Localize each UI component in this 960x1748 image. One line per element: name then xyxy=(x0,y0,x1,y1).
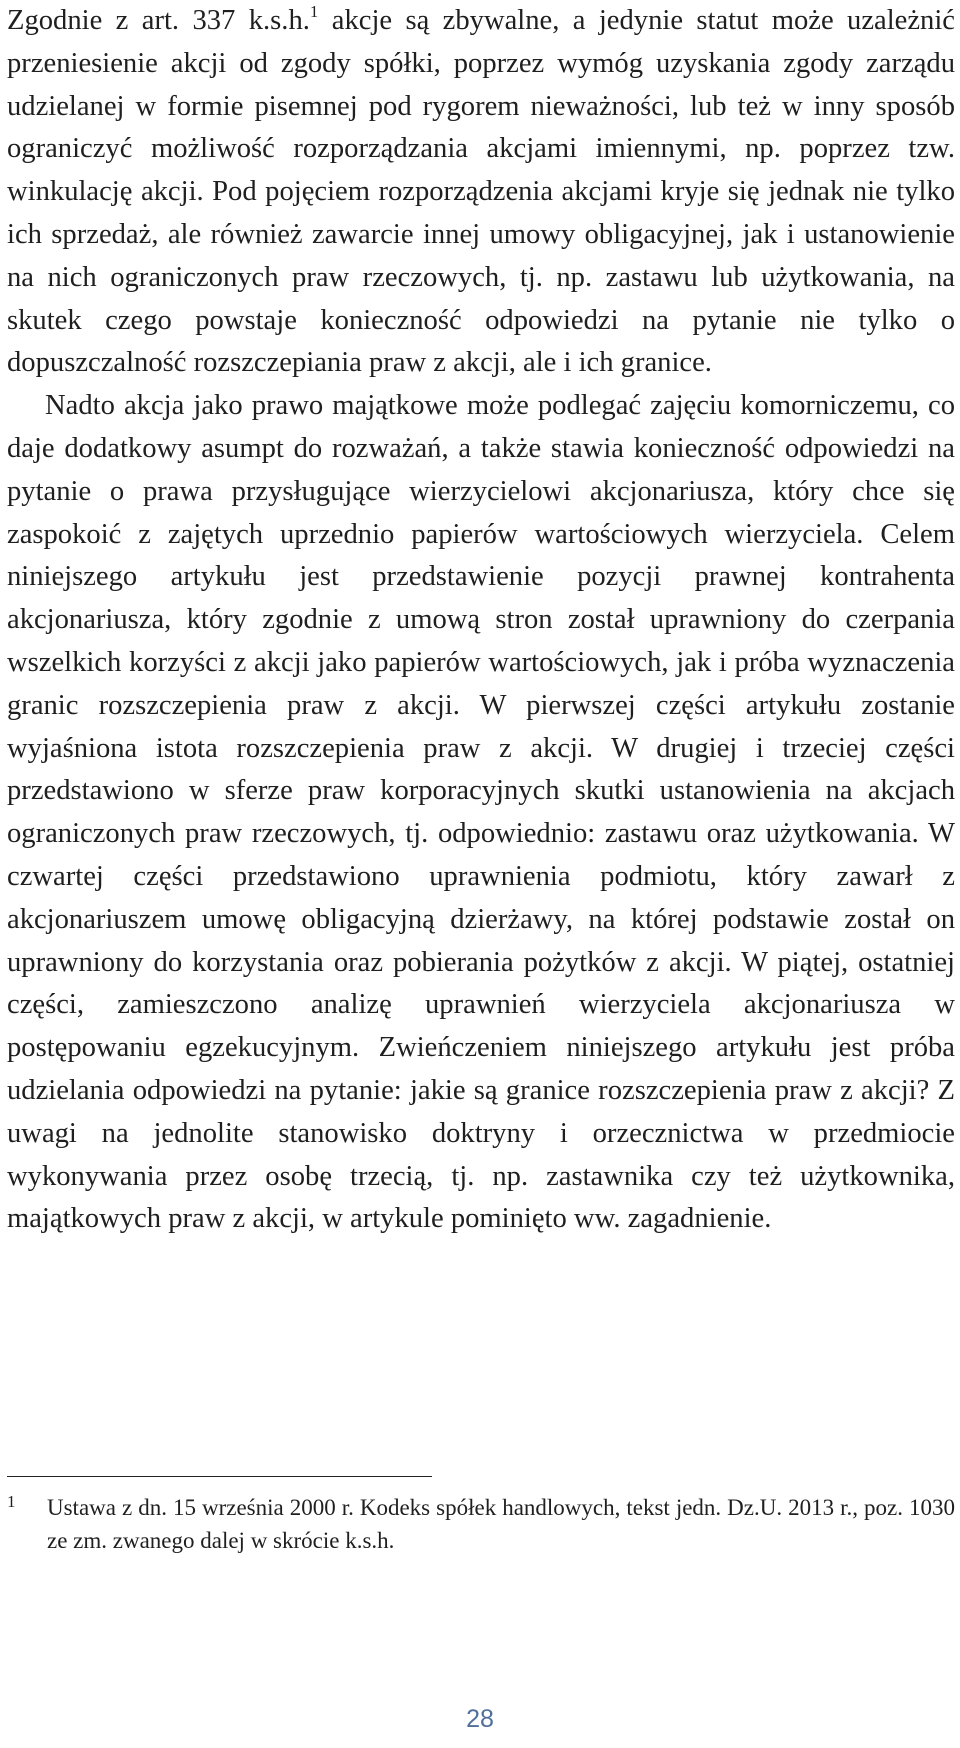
footnote-number: 1 xyxy=(7,1492,16,1511)
paragraph-2-text: Nadto akcja jako prawo majątkowe może podlegać zajęciu komorniczemu, co daje dodatkowy asumpt do rozważań, a także stawia konieczność odpowiedzi na pytanie o prawa przysługujące wierzycielowi akcjonariusza, który chce się zaspokoić z zajętych uprzednio papierów wartościowych wierzyciela. Celem niniejszego artykułu jest przedstawienie pozycji prawnej kontrahenta akcjonariusza, który zgodnie z umową stron został uprawniony do czerpania wszelkich korzyści z akcji jako papierów wartościowych, jak i próba wyznaczenia granic rozszczepienia praw z akcji. W pierwszej części artykułu zostanie wyjaśniona istota rozszczepienia praw z akcji. W drugiej i trzeciej części przedstawiono w sferze praw korporacyjnych skutki ustanowienia na akcjach ograniczonych praw rzeczowych, tj. odpowiednio: zastawu oraz użytkowania. W czwartej części przedstawiono uprawnienia podmiotu, który zawarł z akcjonariuszem umowę obligacyjną dzierżawy, na której podstawie został on uprawniony do korzystania oraz pobierania pożytków z akcji. W piątej, ostatniej części, zamieszczono analizę uprawnień wierzyciela akcjonariusza w postępowaniu egzekucyjnym. Zwieńczeniem niniejszego artykułu jest próba udzielania odpowiedzi na pytanie: jakie są granice rozszczepienia praw z akcji? Z uwagi na jednolite stanowisko doktryny i orzecznictwa w przedmiocie wykonywania przez osobę trzecią, tj. np. zastawnika czy też użytkownika, majątkowych praw z akcji, w artykule pominięto ww. zagadnienie. xyxy=(7,390,955,1235)
footnote-reference: 1 xyxy=(309,2,319,21)
page-content xyxy=(7,0,955,1241)
paragraph-1 xyxy=(7,0,955,385)
footnote-text: Ustawa z dn. 15 września 2000 r. Kodeks spółek handlowych, tekst jedn. Dz.U. 2013 r., poz. 1030 ze zm. zwanego dalej w skrócie k.s.h. xyxy=(47,1495,955,1553)
paragraph-1-lead: Zgodnie z art. 337 k.s.h. xyxy=(7,5,310,36)
paragraph-1-text: akcje są zbywalne, a jedynie statut może uzależnić przeniesienie akcji od zgody spółki, poprzez wymóg uzyskania zgody zarządu udzielanej w formie pisemnej pod rygorem nieważności, lub też w inny sposób ograniczyć możliwość rozporządzania akcjami imiennymi, np. poprzez tzw. winkulację akcji. Pod pojęciem rozporządzenia akcjami kryje się jednak nie tylko ich sprzedaż, ale również zawarcie innej umowy obligacyjnej, jak i ustanowienie na nich ograniczonych praw rzeczowych, tj. np. zastawu lub użytkowania, na skutek czego powstaje konieczność odpowiedzi na pytanie nie tylko o dopuszczalność rozszczepiania praw z akcji, ale i ich granice. xyxy=(7,5,955,379)
paragraph-2 xyxy=(7,385,955,1241)
body-text xyxy=(7,0,955,1241)
footnote xyxy=(7,1491,955,1557)
page-number: 28 xyxy=(466,1705,494,1733)
footnote-separator xyxy=(7,1476,432,1477)
